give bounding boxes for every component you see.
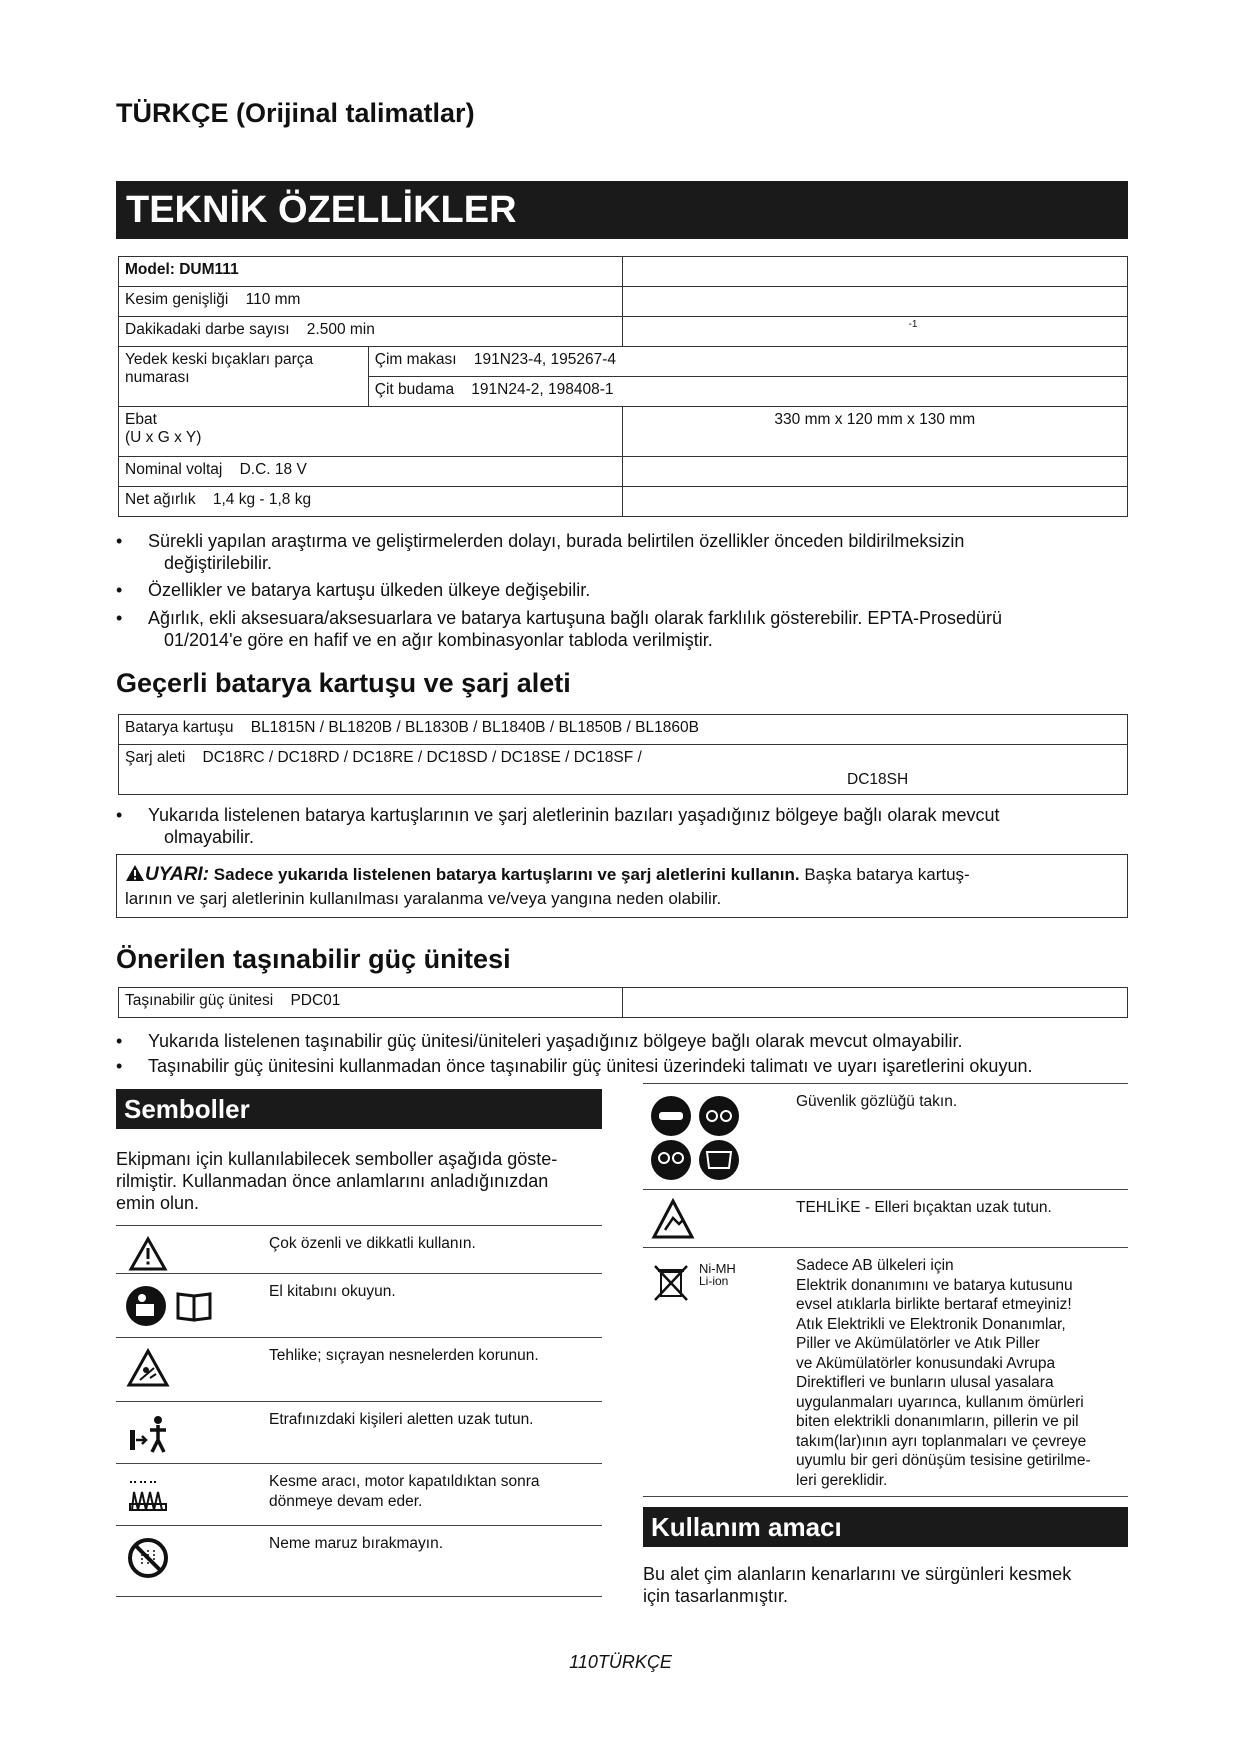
symbol-row	[116, 1463, 602, 1526]
power-unit-note: • Yukarıda listelenen taşınabilir güç ünitesi/üniteleri yaşadığınız bölgeye bağlı olarak mevcut olmayabilir.	[116, 1031, 963, 1051]
dimensions-value: 330 mm x 120 mm x 130 mm	[622, 407, 1127, 457]
hands-danger-text: TEHLİKE - Elleri bıçaktan uzak tutun.	[796, 1199, 1052, 1216]
hedge-row: Çit budama 191N24-2, 198408-1	[368, 377, 1127, 407]
symbol-text: El kitabını okuyun.	[269, 1283, 396, 1300]
symbol-row	[116, 1525, 602, 1597]
safety-goggles-icon	[649, 1094, 745, 1182]
charger-row: Şarj aleti DC18RC / DC18RD / DC18RE / DC18SD / DC18SE / DC18SF / DC18SH	[119, 745, 1128, 795]
voltage-row: Nominal voltaj D.C. 18 V	[119, 457, 623, 487]
model-label: Model: DUM111	[119, 257, 623, 287]
spec-note: • Özellikler ve batarya kartuşu ülkeden ülkeye değişebilir.	[116, 580, 591, 600]
power-unit-note: • Taşınabilir güç ünitesini kullanmadan önce taşınabilir güç ünitesi üzerindeki talimatı ve uyarı işaretlerini okuyun.	[116, 1056, 1033, 1076]
battery-types: Ni-MH Li-ion	[699, 1261, 736, 1288]
warning-label: UYARI:	[145, 864, 210, 885]
dimensions-label: Ebat (U x G x Y)	[119, 407, 623, 457]
flying-objects-icon	[120, 1348, 240, 1396]
intended-use-title-bar: Kullanım amacı	[643, 1507, 1128, 1547]
crossed-bin-icon	[649, 1260, 693, 1304]
battery-note: • Yukarıda listelenen batarya kartuşlarının ve şarj aletlerinin bazıları yaşadığınız bölgeye bağlı olarak mevcut olmayabilir.	[116, 805, 1000, 847]
battery-section-title: Geçerli batarya kartuşu ve şarj aleti	[116, 668, 571, 698]
goggles-text: Güvenlik gözlüğü takın.	[796, 1093, 958, 1110]
power-unit-title: Önerilen taşınabilir güç ünitesi	[116, 944, 511, 974]
warning-text-2: larının ve şarj aletlerinin kullanılması yaralanma ve/veya yangına neden olabilir.	[125, 889, 722, 908]
intended-use-text: Bu alet çim alanların kenarlarını ve sürgünleri kesmek için tasarlanmıştır.	[643, 1564, 1072, 1606]
symbol-text: Tehlike; sıçrayan nesnelerden korunun.	[269, 1347, 539, 1364]
symbols-title-bar: Semboller	[116, 1089, 602, 1129]
cut-width-row: Kesim genişliği 110 mm	[119, 287, 623, 317]
symbol-row	[116, 1337, 602, 1402]
specs-title-bar: TEKNİK ÖZELLİKLER	[116, 181, 1128, 239]
symbol-text: Kesme aracı, motor kapatıldıktan sonra dönmeye devam eder.	[269, 1473, 540, 1510]
page-footer	[0, 1652, 1241, 1673]
power-unit-table	[118, 987, 1128, 1018]
battery-table	[118, 714, 1128, 795]
eu-disposal-text: Sadece AB ülkeleri için Elektrik donanımını ve batarya kutusunu evsel atıklarla birlikte bertaraf etmeyiniz! Atık Elektrikli ve Elektronik Donanımlar, Piller ve Akümülatörler ve Atık Piller ve Akümülatörler konusundaki Avrupa Direktifleri ve bunların ulusal yasalara uygulanmaları uyarınca, kullanım ömürleri biten elektrikli donanımların, pillerin ve pil takım(lar)ının ayrı toplanmaları ve çevreye uyumlu bir geri dönüşüm tesisine getirilme- leri gereklidir.	[796, 1257, 1091, 1489]
language-title: TÜRKÇE (Orijinal talimatlar)	[116, 98, 475, 128]
no-moisture-icon	[120, 1536, 240, 1584]
symbols-left-table	[116, 1225, 602, 1595]
charger-value-2: DC18SH	[847, 771, 909, 788]
symbol-row	[116, 1273, 602, 1338]
blade-coasting-icon	[120, 1474, 240, 1522]
hand-blade-danger-icon	[651, 1198, 695, 1240]
spec-note: • Ağırlık, ekli aksesuara/aksesuarlara ve batarya kartuşuna bağlı olarak farklılık gösterebilir. EPTA-Prosedürü 01/2014'e göre en hafif ve en ağır kombinasyonlar tabloda verilmiştir.	[116, 608, 1003, 650]
symbol-text: Etrafınızdaki kişileri aletten uzak tutun.	[269, 1411, 534, 1428]
symbol-text: Neme maruz bırakmayın.	[269, 1535, 443, 1552]
keep-bystanders-away-icon	[120, 1412, 240, 1460]
warning-box	[116, 854, 1128, 918]
blade-parts-label: Yedek keski bıçakları parça numarası	[119, 347, 369, 407]
power-unit-row: Taşınabilir güç ünitesi PDC01	[119, 988, 623, 1018]
strokes-row: Dakikadaki darbe sayısı 2.500 min	[119, 317, 623, 347]
goggles-row	[643, 1083, 1128, 1190]
hands-danger-row	[643, 1189, 1128, 1248]
warning-text: Başka batarya kartuş-	[804, 865, 970, 884]
read-manual-icon	[120, 1284, 240, 1332]
symbol-row	[116, 1225, 602, 1274]
grass-shear-row: Çim makası 191N23-4, 195267-4	[368, 347, 1127, 377]
symbol-row	[116, 1401, 602, 1464]
specs-table	[118, 256, 1128, 517]
weight-row: Net ağırlık 1,4 kg - 1,8 kg	[119, 487, 623, 517]
battery-cartridge-row: Batarya kartuşu BL1815N / BL1820B / BL1830B / BL1840B / BL1850B / BL1860B	[119, 715, 1128, 745]
strokes-unit-sup: -1	[908, 319, 918, 330]
spec-note: • Sürekli yapılan araştırma ve geliştirmelerden dolayı, burada belirtilen özellikler önceden bildirilmeksizin değiştirilebilir.	[116, 531, 965, 573]
warning-icon	[125, 864, 145, 882]
footer-language: TÜRKÇE	[597, 1652, 672, 1672]
symbol-text: Çok özenli ve dikkatli kullanın.	[269, 1235, 476, 1252]
page-number: 110	[569, 1652, 598, 1672]
eu-disposal-row	[643, 1247, 1128, 1497]
symbols-intro: Ekipmanı için kullanılabilecek semboller aşağıda göste- rilmiştir. Kullanmadan önce anlamlarını anladığınızdan emin olun.	[116, 1149, 558, 1213]
warning-bold-text: Sadece yukarıda listelenen batarya kartuşlarını ve şarj aletlerini kullanın.	[213, 865, 800, 884]
